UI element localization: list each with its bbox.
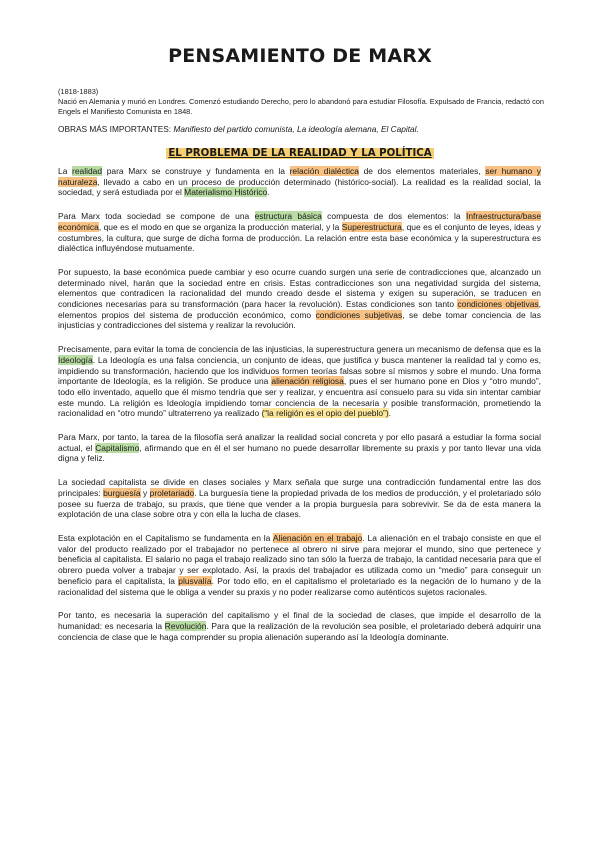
- paragraph-text: . La burguesía tiene la propiedad privada de los medios de producción, y el proletariado sólo posee su fuerza de trabajo, su praxis, que tiene que vender a la propia burguesía para sobrevivir. Se da de esta manera la explotación de una clase sobre otra y con ella la lucha de clases.: [58, 487, 541, 520]
- highlighted-term: proletariado: [149, 487, 195, 498]
- paragraph-text: .: [388, 408, 392, 419]
- paragraph-text: La: [58, 166, 73, 176]
- paragraph-text: y: [140, 487, 150, 498]
- paragraph-text: , que es el conjunto de leyes, ideas y costumbres, la cultura, que surge de dicha forma de producción. La relación entre esta base económica y la superestructura es dialéctica influyéndose mutuamente.: [58, 221, 541, 254]
- main-works-label: OBRAS MÁS IMPORTANTES:: [58, 124, 172, 134]
- highlighted-term: condiciones subjetivas: [315, 309, 403, 320]
- section-title-text: EL PROBLEMA DE LA REALIDAD Y LA POLÍTICA: [168, 148, 432, 159]
- highlighted-term: estructura básica: [254, 211, 322, 222]
- main-works-list: Manifiesto del partido comunista, La ideología alemana, El Capital.: [173, 124, 419, 134]
- paragraph-text: La sociedad capitalista se divide en clases sociales y Marx señala que surge una contradicción fundamental entre las dos principales:: [58, 477, 541, 498]
- highlighted-term: Infraestructura/base económica: [58, 211, 542, 232]
- paragraph-text: de dos elementos materiales,: [358, 166, 486, 176]
- paragraph-text: , que es el modo en que se organiza la producción material, y la: [98, 221, 342, 232]
- page-title: PENSAMIENTO DE MARX: [168, 45, 432, 67]
- author-dates: (1818-1883): [58, 87, 99, 96]
- paragraph-text: . Para que la realización de la revolución sea posible, el proletariado deberá adquirir una conciencia de clase que le haga comprender su propia alienación superando así la Ideología dominante.: [58, 620, 541, 642]
- paragraph-text: Por tanto, es necesaria la superación del capitalismo y el final de la sociedad de clases, que impide el desarrollo de la humanidad: es necesaria la: [58, 610, 541, 631]
- author-bio: Nació en Alemania y murió en Londres. Comenzó estudiando Derecho, pero lo abandonó para estudiar Filosofía. Expulsado de Francia, redactó con Engels el Manifiesto Comunista en 1848.: [58, 97, 545, 116]
- paragraph-text: , llevado a cabo en un proceso de producción determinado (histórico-social). La realidad es la realidad social, la sociedad, y será estudiada por el: [58, 176, 541, 198]
- paragraph-text: . La Ideología es una falsa conciencia, un conjunto de ideas, que justifica y busca mantener la realidad tal y como es, impidiendo su transformación, haciendo que los individuos formen teorías falsas sobre sí mismos y sobre el mundo. Una forma importante de Ideología, es la religión. Se produce una: [58, 354, 541, 387]
- paragraph-text: . La alienación en el trabajo consiste en que el valor del producto realizado por el trabajador no pertenece al obrero ni sirve para mejorar el mundo, sino que pertenece y beneficia al capitalista. El salario no paga el trabajo realizado sino tan sólo la fuerza de trabajo, la cantidad necesaria para que el obrero pueda volver a trabajar y ser explotado. Así, la praxis del trabajador es utilizada como un “medio” para conseguir un beneficio para el capitalista, la: [58, 532, 541, 586]
- paragraph-4: [58, 344, 541, 419]
- highlighted-term: condiciones objetivas: [457, 299, 539, 310]
- paragraph-text: Esta explotación en el Capitalismo se fundamenta en la: [58, 532, 273, 543]
- highlighted-term: Revolución: [164, 620, 207, 631]
- paragraph-2: [58, 211, 541, 254]
- paragraph-7: [58, 533, 541, 597]
- highlighted-term: relación dialéctica: [289, 166, 359, 176]
- paragraph-text: , elementos propios del sistema de producción económico, como: [58, 299, 541, 320]
- highlighted-term: Alienación en el trabajo: [272, 532, 363, 543]
- highlighted-term: Materialismo Histórico: [184, 187, 268, 198]
- highlighted-term: burguesía: [103, 487, 141, 498]
- highlighted-term: ser humano y naturaleza: [58, 166, 542, 187]
- paragraph-text: . Por todo ello, en el capitalismo el proletariado es la negación de lo humano y de la racionalidad del sistema que le obliga a vender su praxis y no poder realizarse como auténticos sujetos racionales.: [58, 575, 541, 597]
- paragraph-text: Precisamente, para evitar la toma de conciencia de las injusticias, la superestructura genera un mecanismo de defensa que es la: [58, 344, 541, 355]
- paragraph-text: Por supuesto, la base económica puede cambiar y eso ocurre cuando surgen una serie de contradicciones que, alcanzado un determinado nivel, harán que la sociedad entre en crisis. Estas contradicciones son una negatividad surgida del sistema, elementos que contradicen la racionalidad del mundo creado desde el sistema y exigen su superación, se traducen en condiciones necesarias para su transformación (para hacer la revolución). Estas condiciones son tanto: [58, 266, 541, 310]
- highlighted-term: (“la religión es el opio del pueblo”): [261, 408, 389, 419]
- paragraph-text: Para Marx toda sociedad se compone de una: [58, 211, 255, 222]
- paragraph-3: [58, 267, 541, 331]
- highlighted-term: Superestructura: [341, 221, 402, 232]
- author-meta: [58, 87, 548, 117]
- highlighted-term: plusvalía: [178, 575, 212, 586]
- paragraph-text: , se debe tomar conciencia de las injusticias y contradicciones del sistema y realizar la revolución.: [58, 309, 541, 331]
- highlighted-term: Ideología: [58, 354, 93, 365]
- highlighted-term: realidad: [72, 166, 103, 176]
- highlighted-term: alienación religiosa: [271, 376, 344, 387]
- paragraph-1: [58, 166, 541, 198]
- paragraph-text: compuesta de dos elementos: la: [321, 211, 466, 222]
- section-title: [0, 148, 600, 159]
- paragraph-text: , pues el ser humano pone en Dios y “otro mundo”, todo ello inventado, aquello que él mismo tendría que ser y realizar, y encuentra así consuelo para su vida sin intentar cambiar este mundo. La religión es Ideología impidiendo tomar conciencia de la necesaria y posible transformación, prometiendo la racionalidad en “otro mundo” ultraterreno ya realizado: [58, 376, 542, 419]
- paragraph-8: [58, 610, 541, 642]
- paragraph-6: [58, 477, 541, 520]
- paragraph-text: , afirmando que en él el ser humano no puede desarrollar libremente su praxis y por tanto llevar una vida digna y feliz.: [58, 442, 541, 464]
- main-works: [58, 124, 548, 134]
- paragraph-5: [58, 432, 541, 464]
- paragraph-text: para Marx se construye y fundamenta en la: [102, 166, 290, 176]
- highlighted-term: Capitalismo: [95, 442, 140, 453]
- paragraph-text: .: [267, 187, 270, 198]
- paragraph-text: Para Marx, por tanto, la tarea de la filosofía será analizar la realidad social concreta y por ello pasará a estudiar la forma social actual, el: [58, 432, 541, 453]
- document-body: [58, 166, 541, 655]
